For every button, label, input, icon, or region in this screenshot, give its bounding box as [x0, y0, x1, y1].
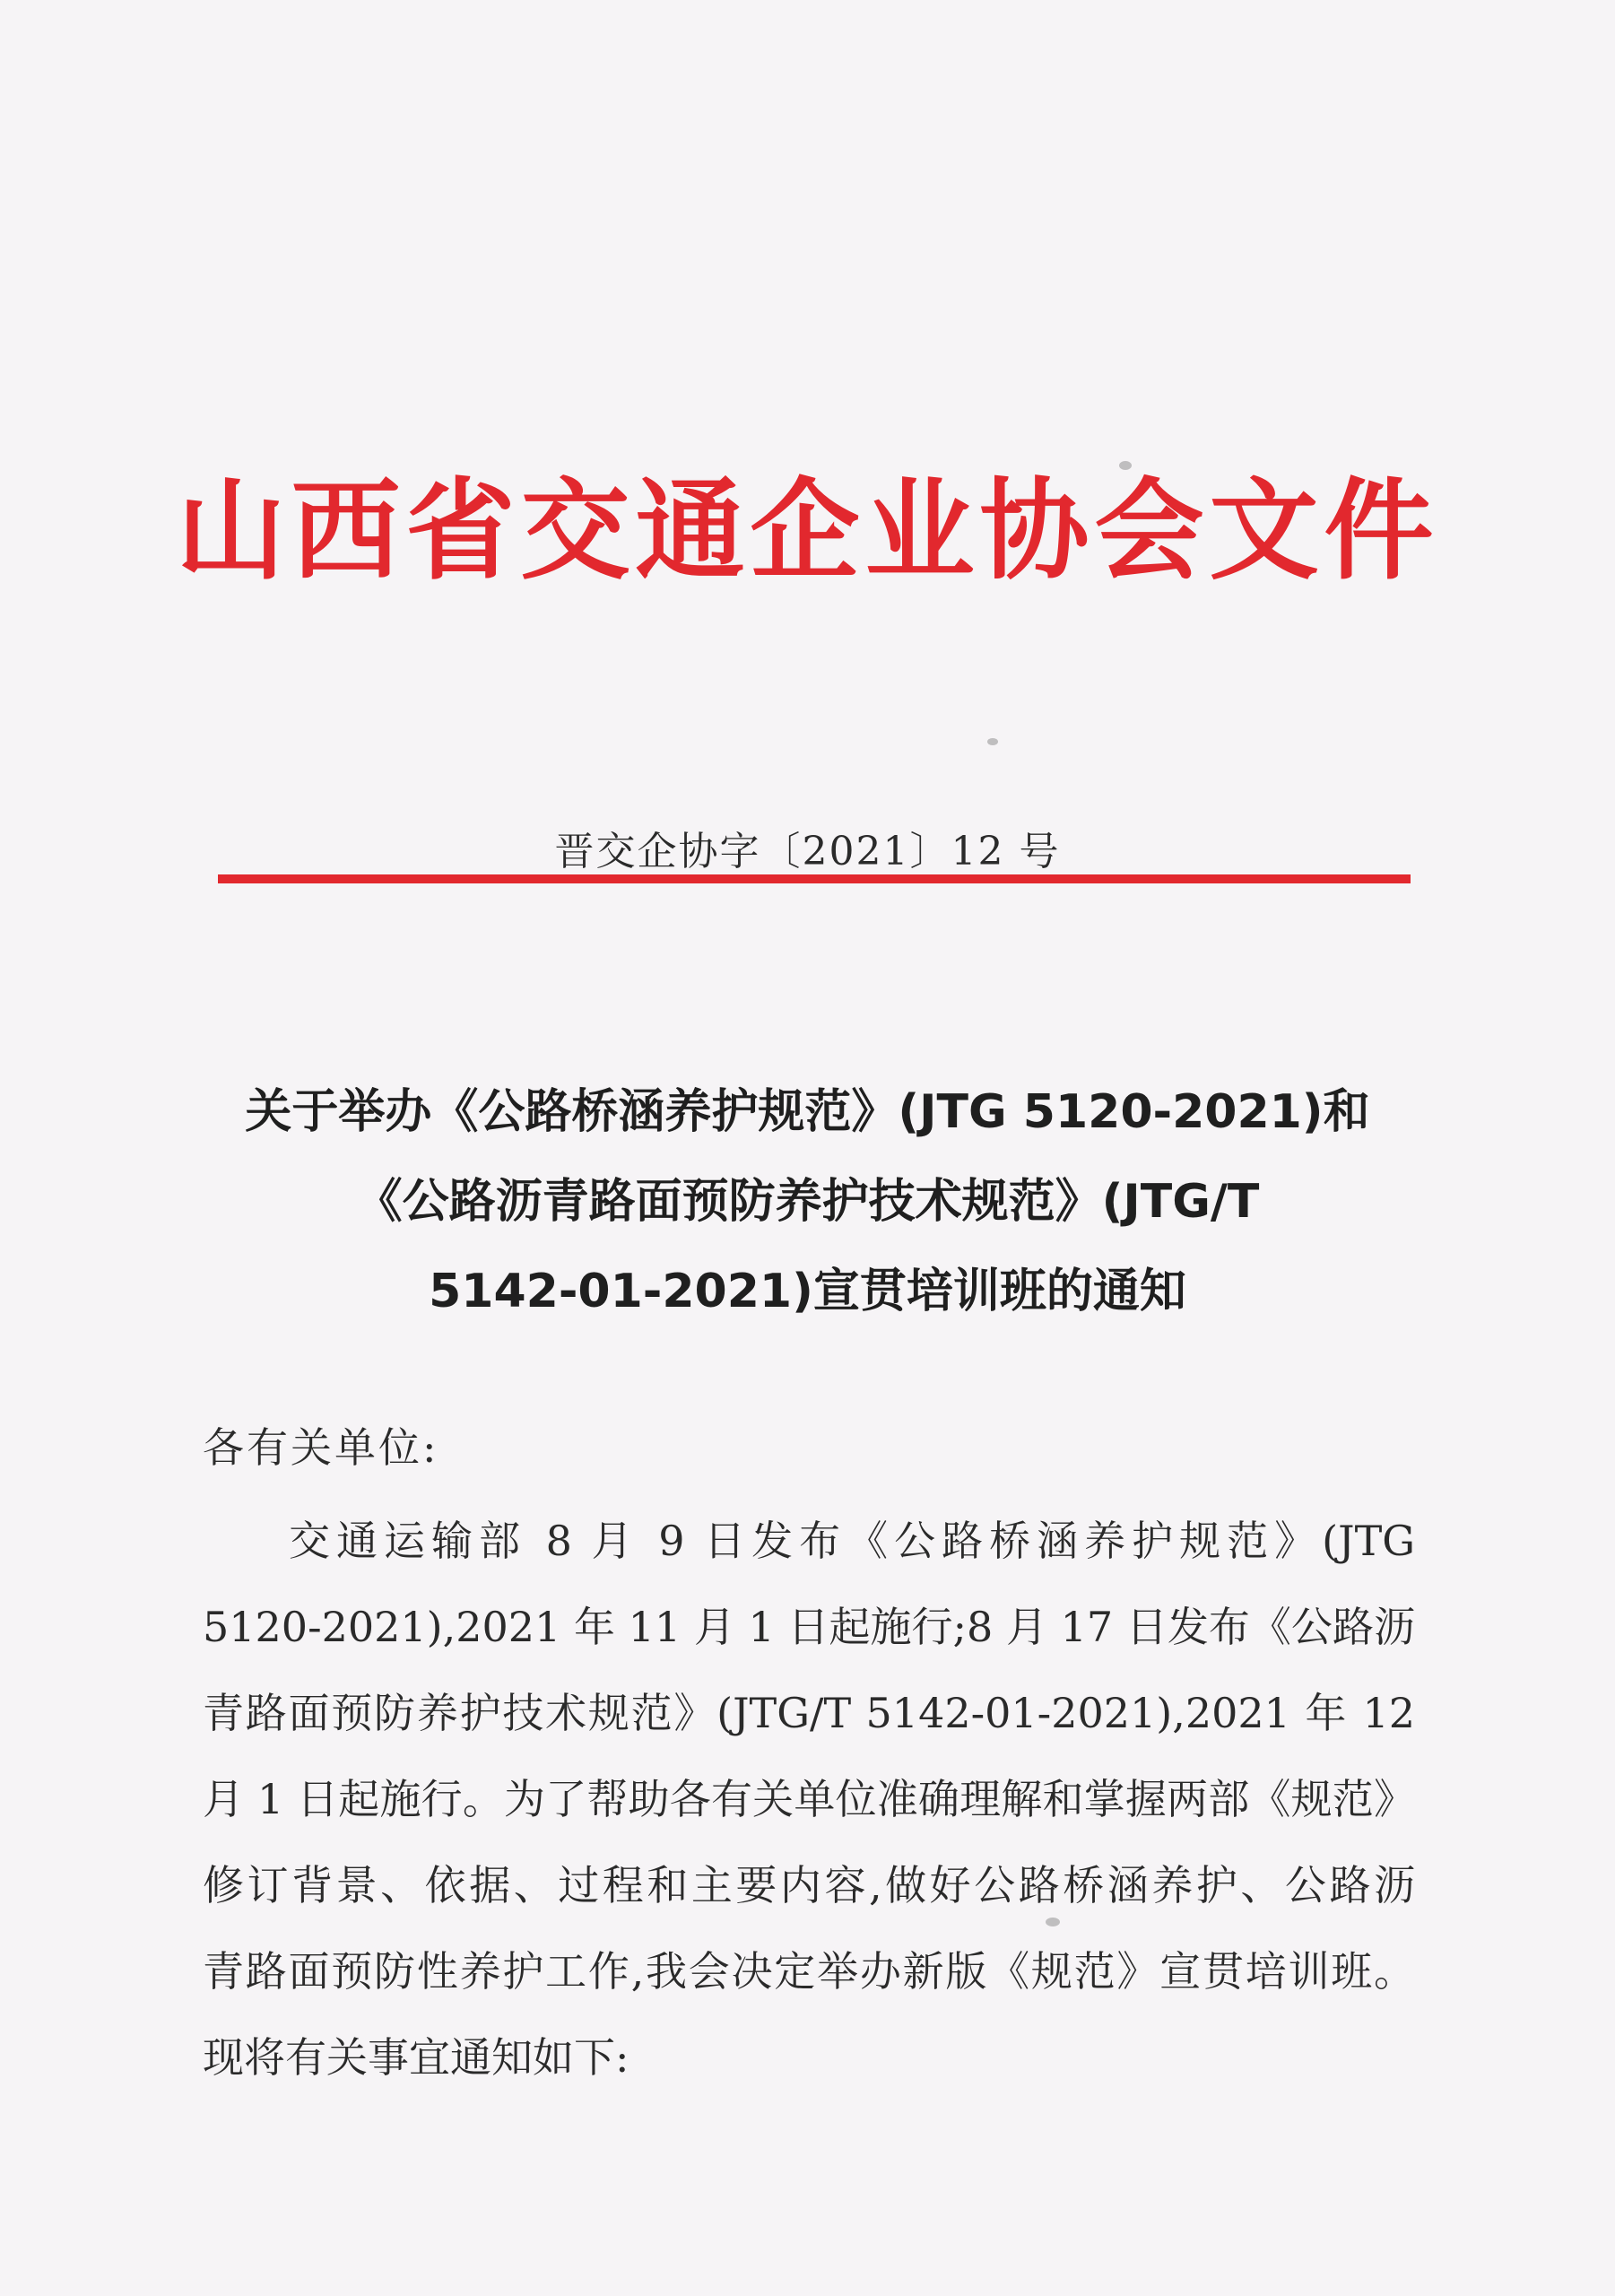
- body-line-6: 青路面预防性养护工作,我会决定举办新版《规范》宣贯培训班。: [203, 1947, 1415, 1996]
- org-header-title: 山西省交通企业协会文件: [176, 465, 1439, 595]
- body-line-4: 月 1 日起施行。为了帮助各有关单位准确理解和掌握两部《规范》: [203, 1775, 1415, 1823]
- notice-title-line-1: 关于举办《公路桥涵养护规范》(JTG 5120-2021)和: [245, 1085, 1370, 1139]
- body-line-3: 青路面预防养护技术规范》(JTG/T 5142-01-2021),2021 年 12: [203, 1689, 1415, 1737]
- notice-title-line-2: 《公路沥青路面预防养护技术规范》(JTG/T: [355, 1175, 1260, 1229]
- body-line-7: 现将有关事宜通知如下:: [203, 2033, 630, 2082]
- red-divider-line: [218, 874, 1411, 883]
- scan-speck: [987, 738, 998, 745]
- salutation: 各有关单位:: [203, 1423, 439, 1472]
- notice-title-line-3: 5142-01-2021)宣贯培训班的通知: [429, 1265, 1186, 1318]
- notice-title: [206, 1067, 1409, 1336]
- scan-speck: [1119, 461, 1132, 470]
- body-line-5: 修订背景、依据、过程和主要内容,做好公路桥涵养护、公路沥: [203, 1861, 1415, 1909]
- document-number: 晋交企协字〔2021〕12 号: [554, 829, 1061, 874]
- scan-speck: [1046, 1918, 1060, 1926]
- body-paragraph: [203, 1498, 1415, 2100]
- body-line-2: 5120-2021),2021 年 11 月 1 日起施行;8 月 17 日发布《公路沥: [203, 1603, 1415, 1651]
- body-line-1: 交通运输部 8 月 9 日发布《公路桥涵养护规范》(JTG: [289, 1517, 1415, 1565]
